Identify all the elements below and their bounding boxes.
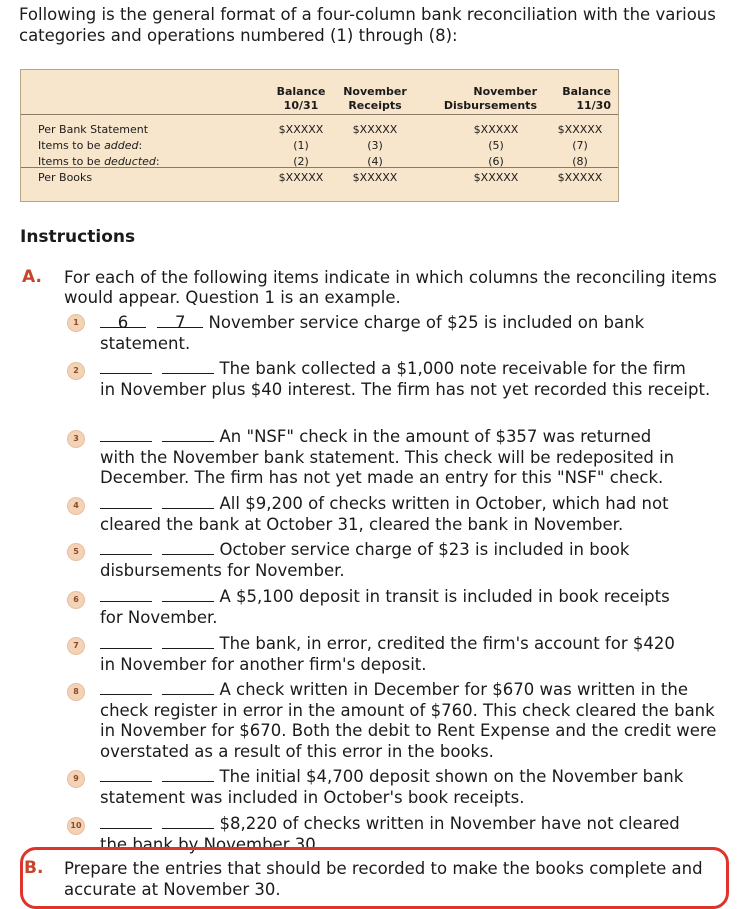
list-item: All $9,200 of checks written in October, which had not cleared the bank at October 31, cleared the bank in November. xyxy=(100,494,669,534)
answer-blank[interactable] xyxy=(162,814,214,829)
cell: (3) xyxy=(367,139,383,152)
list-item: A check written in December for $670 was written in the check register in error in the amount of $760. This check cleared the bank in November for $670. Both the debit to Rent Expense and the credit were overstated as a result of this error in the books. xyxy=(100,680,717,761)
header-balance-1130: Balance 11/30 xyxy=(562,85,611,112)
answer-blank[interactable]: 7 xyxy=(157,313,203,328)
cell: $XXXXX xyxy=(278,123,324,136)
answer-blank[interactable] xyxy=(162,494,214,509)
reconciliation-table xyxy=(20,69,619,202)
item-number-badge: 1 xyxy=(67,314,85,332)
part-a-letter: A. xyxy=(22,267,42,287)
cell: $XXXXX xyxy=(352,171,398,184)
item-number-badge: 5 xyxy=(67,543,85,561)
item-number-badge: 7 xyxy=(67,637,85,655)
answer-blank[interactable] xyxy=(100,427,152,442)
answer-blank[interactable] xyxy=(100,814,152,829)
list-item: $8,220 of checks written in November have not cleared the bank by November 30. xyxy=(100,814,680,854)
cell: $XXXXX xyxy=(557,123,603,136)
cell: $XXXXX xyxy=(278,171,324,184)
part-b-letter: B. xyxy=(24,858,44,878)
cell: (7) xyxy=(572,139,588,152)
item-number-badge: 10 xyxy=(67,817,85,835)
answer-blank[interactable]: 6 xyxy=(100,313,146,328)
row-label-per-bank: Per Bank Statement xyxy=(38,123,149,136)
row-label-added: Items to be added: xyxy=(38,139,143,152)
answer-blank[interactable] xyxy=(162,767,214,782)
header-rule xyxy=(21,114,618,115)
header-nov-receipts: November Receipts xyxy=(343,85,407,112)
answer-blank[interactable] xyxy=(100,767,152,782)
list-item: October service charge of $23 is included in book disbursements for November. xyxy=(100,540,630,580)
answer-blank[interactable] xyxy=(162,634,214,649)
list-item: 6 7 November service charge of $25 is included on bank statement. xyxy=(100,313,645,353)
cell: (4) xyxy=(367,155,383,168)
list-item: A $5,100 deposit in transit is included in book receipts for November. xyxy=(100,587,670,627)
part-a-text: For each of the following items indicate in which columns the reconciling items would appear. Question 1 is an example. xyxy=(64,268,717,307)
answer-blank[interactable] xyxy=(100,359,152,374)
cell: $XXXXX xyxy=(352,123,398,136)
answer-blank[interactable] xyxy=(162,359,214,374)
answer-blank[interactable] xyxy=(100,587,152,602)
item-number-badge: 2 xyxy=(67,362,85,380)
cell: $XXXXX xyxy=(473,171,519,184)
intro-text: Following is the general format of a four-column bank reconciliation with the various categories and operations numbered (1) through (8): xyxy=(19,5,716,45)
cell: (5) xyxy=(488,139,504,152)
answer-blank[interactable] xyxy=(162,587,214,602)
answer-blank[interactable] xyxy=(100,494,152,509)
header-nov-disbursements: November Disbursements xyxy=(443,85,537,112)
item-number-badge: 6 xyxy=(67,591,85,609)
list-item: The bank, in error, credited the firm's account for $420 in November for another firm's deposit. xyxy=(100,634,675,674)
item-number-badge: 3 xyxy=(67,430,85,448)
cell: (2) xyxy=(293,155,309,168)
row-label-deducted: Items to be deducted: xyxy=(38,155,160,168)
answer-blank[interactable] xyxy=(100,634,152,649)
item-number-badge: 9 xyxy=(67,770,85,788)
list-item: The bank collected a $1,000 note receivable for the firm in November plus $40 interest. The firm has not yet recorded this receipt. xyxy=(100,359,711,399)
answer-blank[interactable] xyxy=(162,680,214,695)
instructions-title: Instructions xyxy=(20,227,136,247)
list-item: An "NSF" check in the amount of $357 was returned with the November bank statement. This check will be redeposited in December. The firm has not yet made an entry for this "NSF" check. xyxy=(100,427,675,487)
item-number-badge: 8 xyxy=(67,683,85,701)
answer-blank[interactable] xyxy=(162,540,214,555)
cell: (1) xyxy=(293,139,309,152)
cell: (8) xyxy=(572,155,588,168)
cell: (6) xyxy=(488,155,504,168)
item-number-badge: 4 xyxy=(67,497,85,515)
cell: $XXXXX xyxy=(473,123,519,136)
answer-blank[interactable] xyxy=(100,680,152,695)
answer-blank[interactable] xyxy=(100,540,152,555)
total-rule xyxy=(21,167,618,168)
cell: $XXXXX xyxy=(557,171,603,184)
row-label-per-books: Per Books xyxy=(38,171,93,184)
part-b-text: Prepare the entries that should be recorded to make the books complete and accurate at November 30. xyxy=(64,859,703,899)
list-item: The initial $4,700 deposit shown on the November bank statement was included in October's book receipts. xyxy=(100,767,684,807)
answer-blank[interactable] xyxy=(162,427,214,442)
header-balance-1031: Balance 10/31 xyxy=(276,85,326,112)
